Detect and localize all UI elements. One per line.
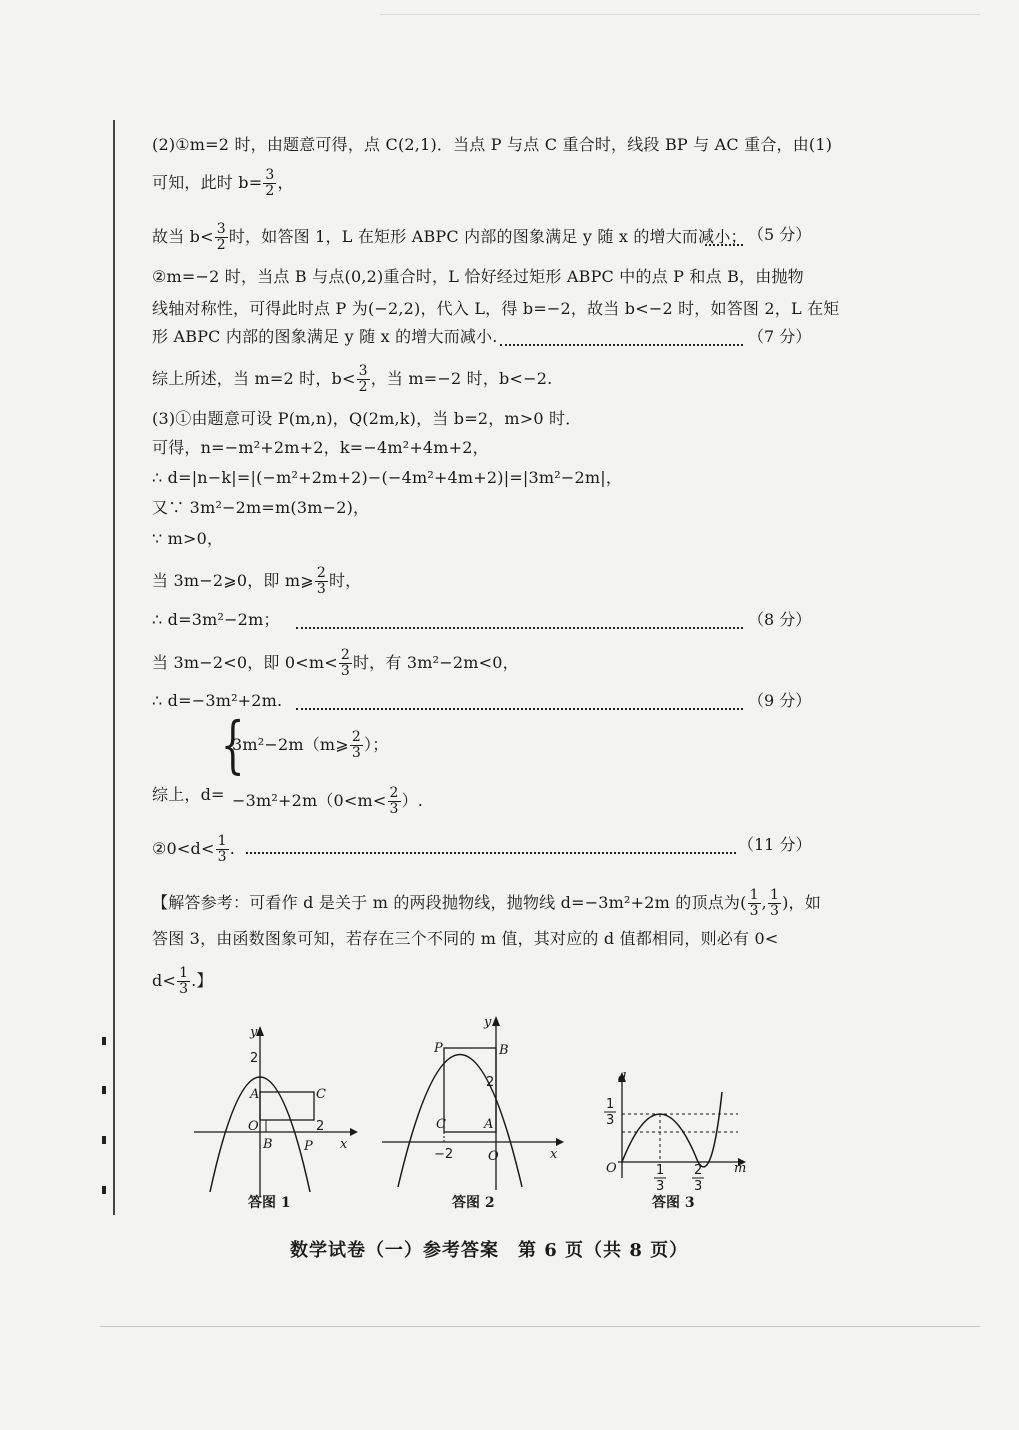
reference-line xyxy=(152,966,213,997)
text-span: 当 3m−2<0，即 0<m< xyxy=(152,653,338,672)
fraction xyxy=(768,888,781,919)
solution-line: (2)①m=2 时，由题意可得，点 C(2,1)．当点 P 与点 C 重合时，线段 BP 与 AC 重合，由(1) xyxy=(152,135,833,154)
fraction xyxy=(177,966,190,997)
solution-line xyxy=(152,168,294,199)
text-span: −3m²+2m（0<m< xyxy=(232,791,387,810)
fraction xyxy=(215,222,228,253)
fraction-num: 2 xyxy=(389,785,399,801)
fraction-num: 1 xyxy=(769,887,780,903)
label-m-two-thirds-num: 2 xyxy=(694,1163,703,1178)
solution-line: 形 ABPC 内部的图象满足 y 随 x 的增大而减小. xyxy=(152,327,498,346)
binding-mark xyxy=(102,1136,106,1144)
fraction-num: 2 xyxy=(351,729,362,745)
text-span: ）； xyxy=(364,735,389,754)
solution-line: ②m=−2 时，当点 B 与点(0,2)重合时，L 恰好经过矩形 ABPC 中的点 P 和点 B，由抛物 xyxy=(152,267,804,286)
text-span: .】 xyxy=(191,971,213,990)
text-span: ）. xyxy=(401,791,424,810)
label-2: 2 xyxy=(250,1051,259,1066)
label-2-x: 2 xyxy=(316,1119,325,1134)
label-one-third-den: 3 xyxy=(606,1113,615,1128)
piecewise-label: 综上，d= xyxy=(152,785,225,804)
solution-line xyxy=(152,834,235,865)
fraction-den: 2 xyxy=(358,379,368,395)
score-mark: （5 分） xyxy=(748,225,812,244)
text-span: 当 3m−2⩾0，即 m⩾ xyxy=(152,571,314,590)
fraction-den: 2 xyxy=(265,183,275,199)
label-x: x xyxy=(550,1147,558,1162)
label-m: m xyxy=(734,1161,747,1176)
text-span: 故当 b< xyxy=(152,227,214,246)
text-span: , xyxy=(761,893,767,912)
label-O: O xyxy=(488,1149,499,1164)
reference-line xyxy=(152,888,821,919)
solution-line: ∴ d=|n−k|=|(−m²+2m+2)−(−4m²+4m+2)|=|3m²−2m|， xyxy=(152,468,623,487)
solution-line xyxy=(152,566,361,597)
answer-figure-1 xyxy=(190,1022,360,1202)
d-curve xyxy=(622,1092,722,1167)
fraction xyxy=(350,730,363,761)
solution-line xyxy=(152,364,552,395)
fraction-num: 1 xyxy=(217,833,227,849)
fraction xyxy=(339,648,352,679)
score-mark: （11 分） xyxy=(738,835,812,854)
piecewise-case xyxy=(232,786,423,817)
answer-figure-2 xyxy=(378,1012,568,1192)
fraction xyxy=(388,786,401,817)
fraction xyxy=(315,566,328,597)
solution-line: 线轴对称性，可得此时点 P 为(−2,2)，代入 L，得 b=−2，故当 b<−2 时，如答图 2，L 在矩 xyxy=(152,299,840,318)
piecewise-brace: { xyxy=(220,708,245,781)
fraction-den: 3 xyxy=(389,801,399,817)
label-P: P xyxy=(434,1041,443,1056)
leader-dots xyxy=(500,344,743,346)
binding-mark xyxy=(102,1186,106,1194)
fraction-den: 3 xyxy=(351,745,362,761)
label-m-one-third-den: 3 xyxy=(656,1179,665,1194)
solution-line: ∵ m>0， xyxy=(152,529,224,548)
fraction-num: 3 xyxy=(358,363,368,379)
label-O: O xyxy=(248,1119,259,1134)
fraction-den: 3 xyxy=(769,903,780,919)
text-span: 时，如答图 1，L 在矩形 ABPC 内部的图象满足 y 随 x 的增大而减小； xyxy=(228,227,747,246)
label-2: 2 xyxy=(486,1075,495,1090)
text-span: 【解答参考：可看作 d 是关于 m 的两段抛物线，抛物线 d=−3m²+2m 的顶点为( xyxy=(152,893,747,912)
leader-dots xyxy=(246,852,736,854)
figure-caption: 答图 1 xyxy=(248,1195,291,1211)
text-span: 3m²−2m（m⩾ xyxy=(232,735,349,754)
fraction-num: 3 xyxy=(216,221,226,237)
label-d: d xyxy=(618,1071,627,1086)
figure-caption: 答图 2 xyxy=(452,1195,495,1211)
solution-line xyxy=(152,222,747,253)
label-m-two-thirds-den: 3 xyxy=(694,1179,703,1194)
page-footer: 数学试卷（一）参考答案 第 6 页（共 8 页） xyxy=(290,1240,689,1261)
text-span: d< xyxy=(152,971,177,990)
label-C: C xyxy=(316,1087,326,1102)
fraction-num: 1 xyxy=(749,887,759,903)
label-minus-2: −2 xyxy=(434,1147,454,1162)
parabola-curve xyxy=(398,1055,522,1188)
binding-mark xyxy=(102,1037,106,1045)
piecewise-case xyxy=(232,730,388,761)
text-span: 可知，此时 b= xyxy=(152,173,263,192)
fraction-num: 2 xyxy=(340,647,350,663)
text-span: 综上所述，当 m=2 时，b< xyxy=(152,369,356,388)
binding-mark xyxy=(102,1086,106,1094)
score-mark: （7 分） xyxy=(748,327,812,346)
text-span: . xyxy=(229,839,235,858)
fraction-den: 3 xyxy=(179,981,189,997)
leader-dots xyxy=(705,244,743,246)
y-axis-arrow xyxy=(492,1016,500,1026)
fraction xyxy=(748,888,761,919)
label-A: A xyxy=(250,1087,260,1102)
label-y: y xyxy=(250,1025,258,1040)
text-span: )，如 xyxy=(782,893,821,912)
label-m-one-third-num: 1 xyxy=(656,1163,665,1178)
label-A: A xyxy=(484,1117,494,1132)
solution-line: 可得，n=−m²+2m+2，k=−4m²+4m+2， xyxy=(152,438,489,457)
text-span: ②0<d< xyxy=(152,839,215,858)
score-mark: （8 分） xyxy=(748,610,812,629)
bottom-scan-edge xyxy=(100,1326,980,1327)
top-scan-edge xyxy=(380,14,980,15)
solution-line xyxy=(152,648,519,679)
leader-dots xyxy=(296,627,743,629)
solution-line: (3)①由题意可设 P(m,n)，Q(2m,k)，当 b=2，m>0 时． xyxy=(152,409,582,428)
text-span: ， xyxy=(277,173,294,192)
label-x: x xyxy=(340,1137,348,1152)
score-mark: （9 分） xyxy=(748,691,812,710)
fraction-den: 2 xyxy=(216,237,226,253)
text-span: 时， xyxy=(328,571,362,590)
rectangle-abpc xyxy=(260,1092,314,1120)
text-span: ，当 m=−2 时，b<−2. xyxy=(370,369,553,388)
figure-caption: 答图 3 xyxy=(652,1195,695,1211)
label-B: B xyxy=(263,1137,273,1152)
label-C: C xyxy=(436,1117,446,1132)
fraction-num: 2 xyxy=(316,565,326,581)
label-B: B xyxy=(499,1043,509,1058)
fraction-den: 3 xyxy=(340,663,350,679)
fraction-den: 3 xyxy=(749,903,759,919)
solution-line: ∴ d=−3m²+2m. xyxy=(152,691,283,710)
label-one-third-num: 1 xyxy=(606,1097,615,1112)
binding-margin-line xyxy=(113,120,115,1215)
leader-dots xyxy=(296,708,743,710)
fraction-den: 3 xyxy=(217,849,227,865)
fraction xyxy=(216,834,229,865)
label-O: O xyxy=(606,1161,617,1176)
text-span: 时，有 3m²−2m<0， xyxy=(352,653,519,672)
answer-figure-3 xyxy=(598,1068,768,1194)
fraction xyxy=(357,364,370,395)
solution-line: ∴ d=3m²−2m； xyxy=(152,610,280,629)
fraction-num: 3 xyxy=(265,167,275,183)
label-y: y xyxy=(484,1015,492,1030)
x-axis-arrow xyxy=(556,1138,564,1146)
fraction xyxy=(263,168,276,199)
label-P: P xyxy=(304,1139,313,1154)
fraction-den: 3 xyxy=(316,581,326,597)
x-axis-arrow xyxy=(350,1128,358,1136)
fraction-num: 1 xyxy=(179,965,189,981)
reference-line: 答图 3，由函数图象可知，若存在三个不同的 m 值，其对应的 d 值都相同，则必有 0< xyxy=(152,929,779,948)
solution-line: 又∵ 3m²−2m=m(3m−2)， xyxy=(152,498,370,517)
